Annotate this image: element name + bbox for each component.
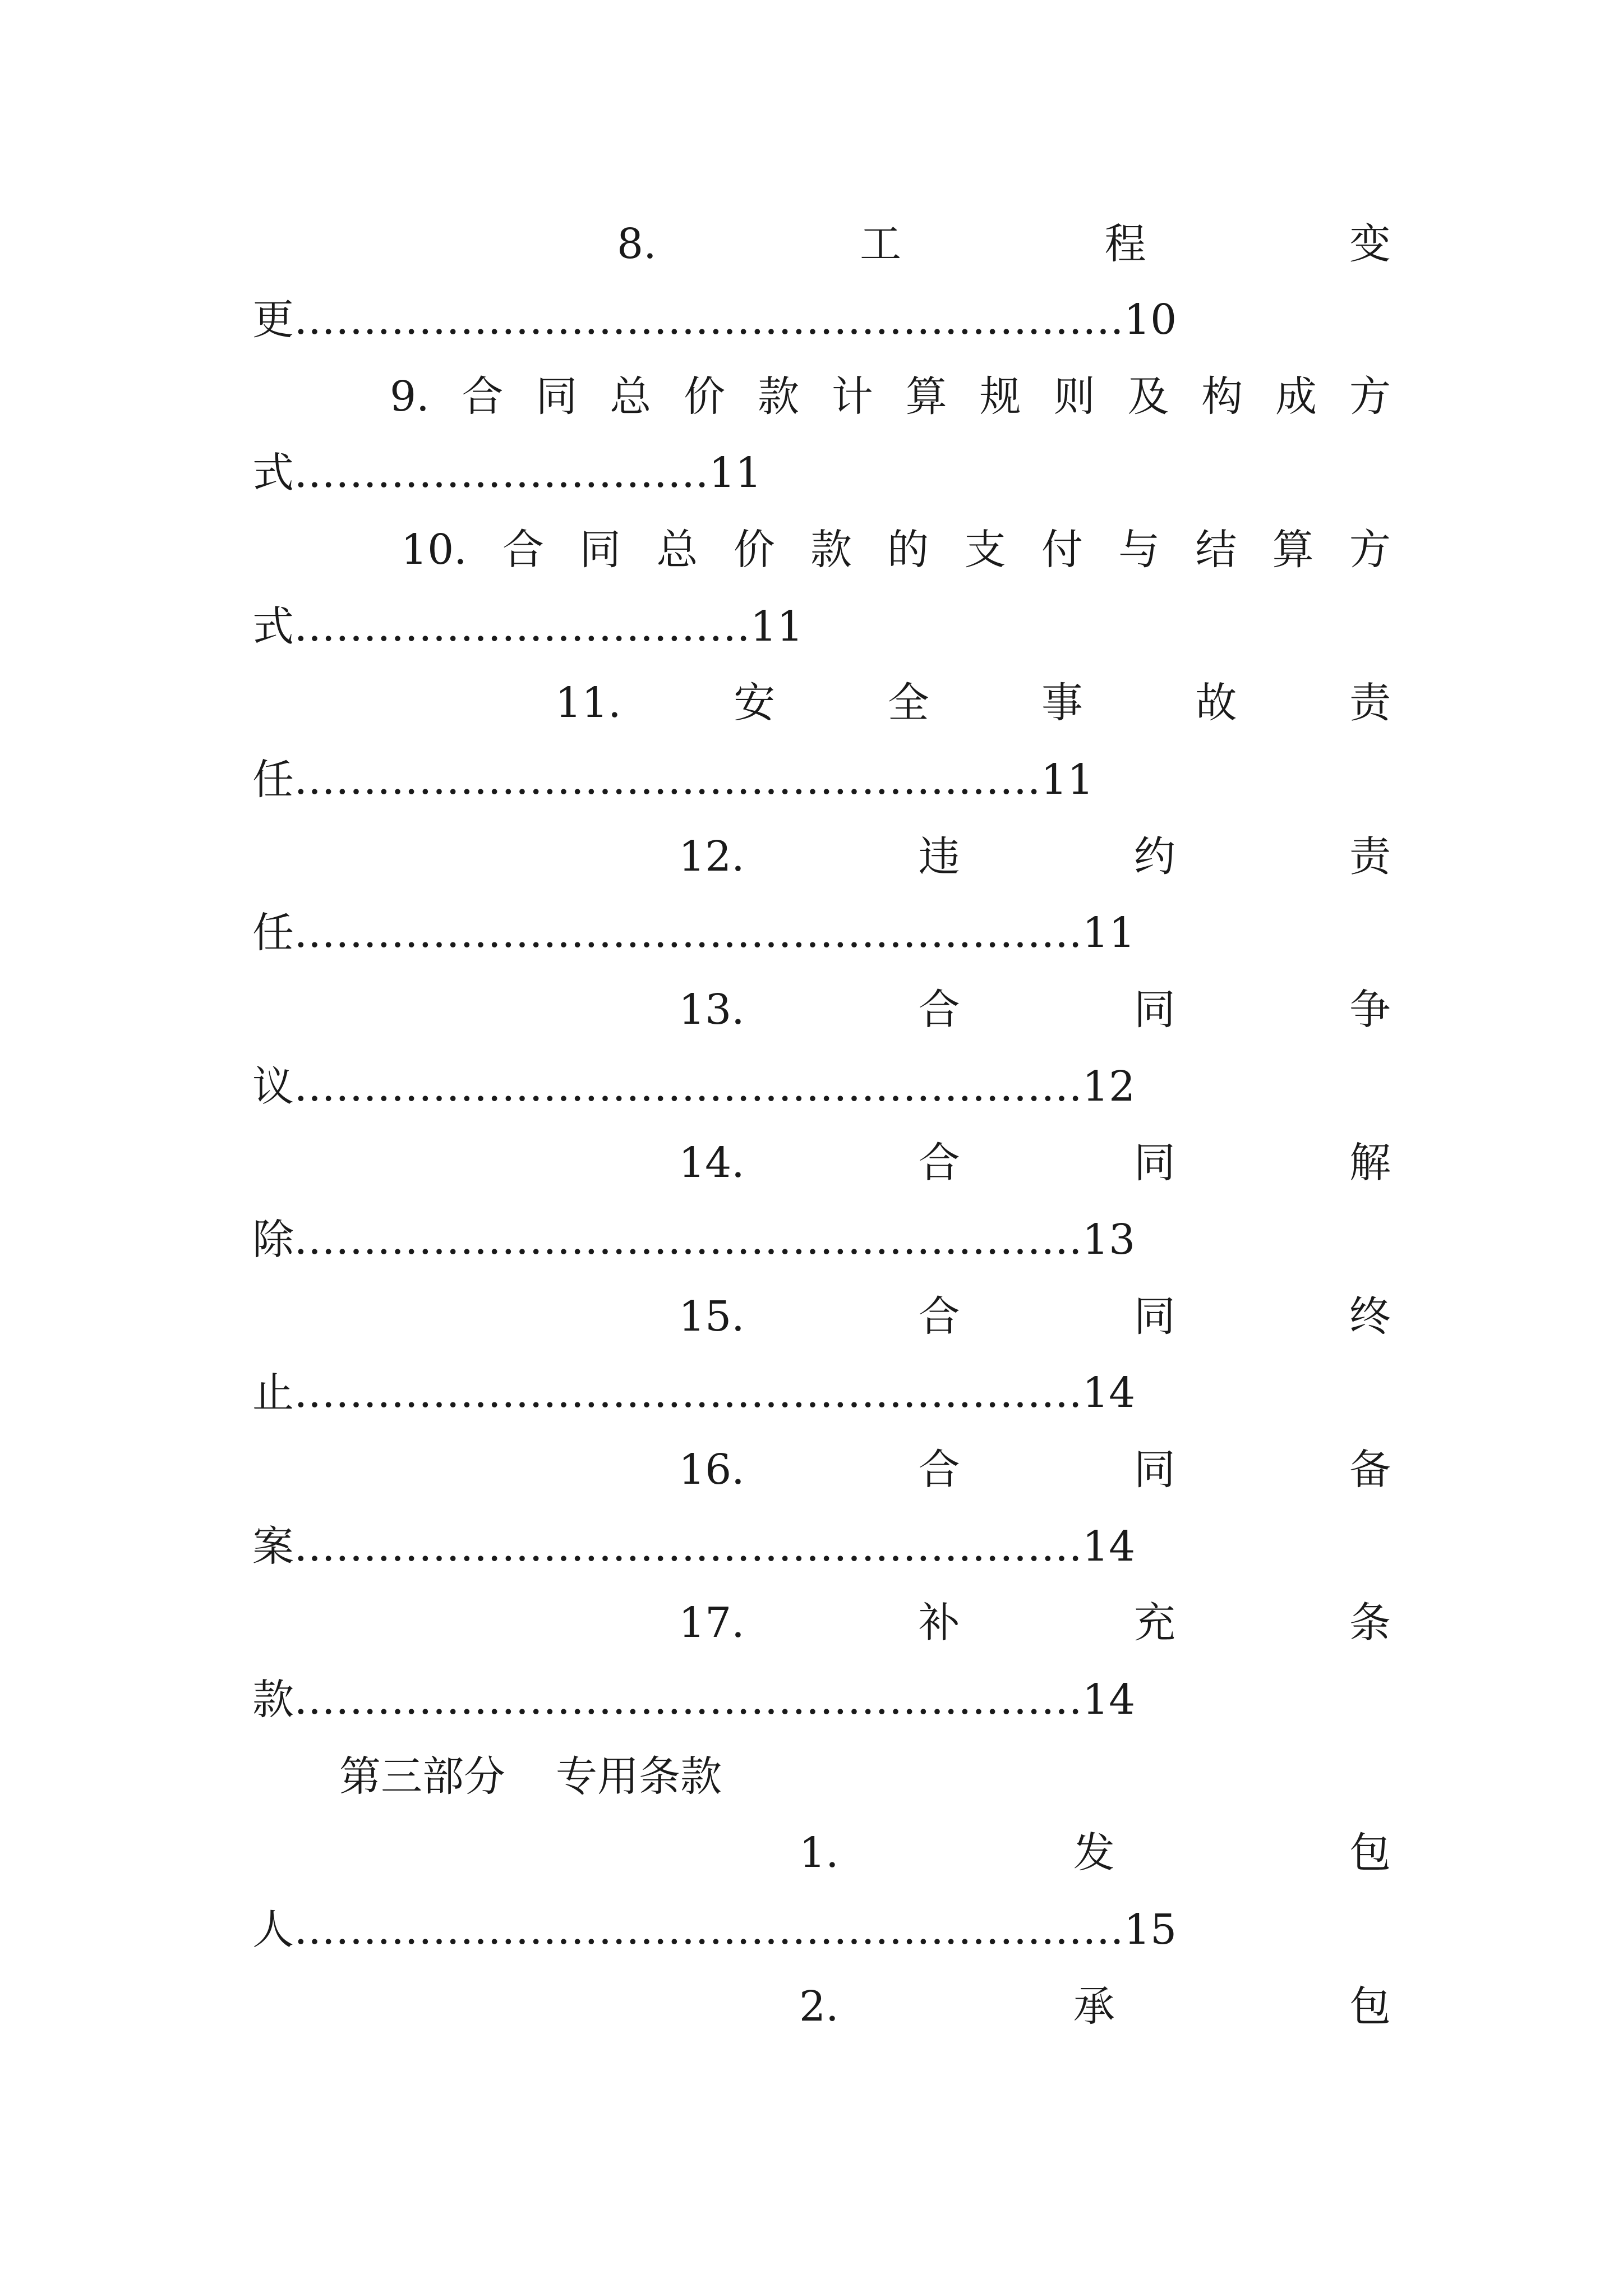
dot-leader: ………………………………………………… xyxy=(294,1062,1082,1111)
toc-page-number: 11 xyxy=(1041,756,1094,804)
toc-entry-13-leader: 议…………………………………………………12 xyxy=(252,1062,1136,1111)
toc-entry-number: 8. xyxy=(617,220,657,268)
toc-section-entry-2-head: 2. 承 包 xyxy=(252,1976,1391,2037)
toc-entry-17-leader: 款…………………………………………………14 xyxy=(252,1676,1136,1724)
toc-entry-16-head: 16. 合 同 备 xyxy=(252,1439,1391,1501)
toc-page-number: 12 xyxy=(1082,1062,1136,1111)
toc-entry-10-leader: 式……………………………11 xyxy=(252,602,804,651)
toc-page-number: 15 xyxy=(1124,1906,1177,1954)
dot-leader: ………………………………………………… xyxy=(294,909,1082,957)
toc-entry-12-head: 12. 违 约 责 xyxy=(252,826,1391,887)
section-subtitle: 专用条款 xyxy=(556,1752,722,1801)
dot-leader: ………………………………………………… xyxy=(294,1676,1082,1724)
dot-leader: …………………………………………………… xyxy=(294,1906,1124,1954)
toc-entry-number: 10. xyxy=(401,526,467,574)
toc-section-entry-1-leader: 人……………………………………………………15 xyxy=(252,1906,1177,1954)
toc-page-number: 14 xyxy=(1082,1676,1136,1724)
toc-section-entry-1-head: 1. 发 包 xyxy=(252,1822,1391,1884)
toc-entry-15-leader: 止…………………………………………………14 xyxy=(252,1369,1136,1417)
toc-entry-number: 14. xyxy=(679,1139,745,1187)
toc-entry-number: 16. xyxy=(679,1446,745,1494)
toc-entry-14-leader: 除…………………………………………………13 xyxy=(252,1216,1136,1264)
toc-entry-number: 17. xyxy=(679,1599,745,1647)
dot-leader: …………………………………………………… xyxy=(294,296,1124,344)
dot-leader: ………………………………………………… xyxy=(294,1216,1082,1264)
toc-page-number: 14 xyxy=(1082,1369,1136,1417)
toc-entry-9-head: 9. 合 同 总 价 款 计 算 规 则 及 构 成 方 xyxy=(252,366,1391,427)
dot-leader: ………………………………………………… xyxy=(294,1369,1082,1417)
toc-entry-15-head: 15. 合 同 终 xyxy=(252,1286,1391,1347)
dot-leader: ……………………………………………… xyxy=(294,756,1041,804)
toc-entry-14-head: 14. 合 同 解 xyxy=(252,1132,1391,1194)
toc-entry-13-head: 13. 合 同 争 xyxy=(252,979,1391,1041)
section-title: 第三部分 xyxy=(339,1752,505,1801)
toc-page-number: 10 xyxy=(1124,296,1177,344)
toc-entry-17-head: 17. 补 充 条 xyxy=(252,1592,1391,1654)
toc-entry-11-leader: 任………………………………………………11 xyxy=(252,756,1094,804)
toc-entry-number: 11. xyxy=(555,679,621,727)
dot-leader: ………………………………………………… xyxy=(294,1522,1082,1571)
toc-entry-16-leader: 案…………………………………………………14 xyxy=(252,1522,1136,1571)
toc-page-number: 11 xyxy=(750,602,804,651)
toc-entry-number: 2. xyxy=(799,1982,839,2031)
toc-entry-9-leader: 式…………………………11 xyxy=(252,449,762,497)
section-heading xyxy=(339,1746,722,1807)
toc-entry-8-head: 8. 工 程 变 xyxy=(252,213,1391,275)
toc-entry-10-head: 10. 合 同 总 价 款 的 支 付 与 结 算 方 xyxy=(252,519,1391,581)
toc-entry-8-leader: 更……………………………………………………10 xyxy=(252,296,1177,344)
toc-entry-12-leader: 任…………………………………………………11 xyxy=(252,909,1136,957)
toc-page-number: 13 xyxy=(1082,1216,1136,1264)
toc-entry-number: 13. xyxy=(679,986,745,1034)
toc-entry-11-head: 11. 安 全 事 故 责 xyxy=(252,672,1391,734)
toc-page-number: 14 xyxy=(1082,1522,1136,1571)
toc-page-number: 11 xyxy=(1082,909,1136,957)
toc-entry-number: 15. xyxy=(679,1292,745,1341)
dot-leader: ………………………… xyxy=(294,449,709,497)
toc-entry-number: 1. xyxy=(799,1829,839,1877)
toc-entry-number: 9. xyxy=(390,372,430,421)
toc-entry-number: 12. xyxy=(679,832,745,881)
toc-page-number: 11 xyxy=(709,449,762,497)
dot-leader: …………………………… xyxy=(294,602,750,651)
